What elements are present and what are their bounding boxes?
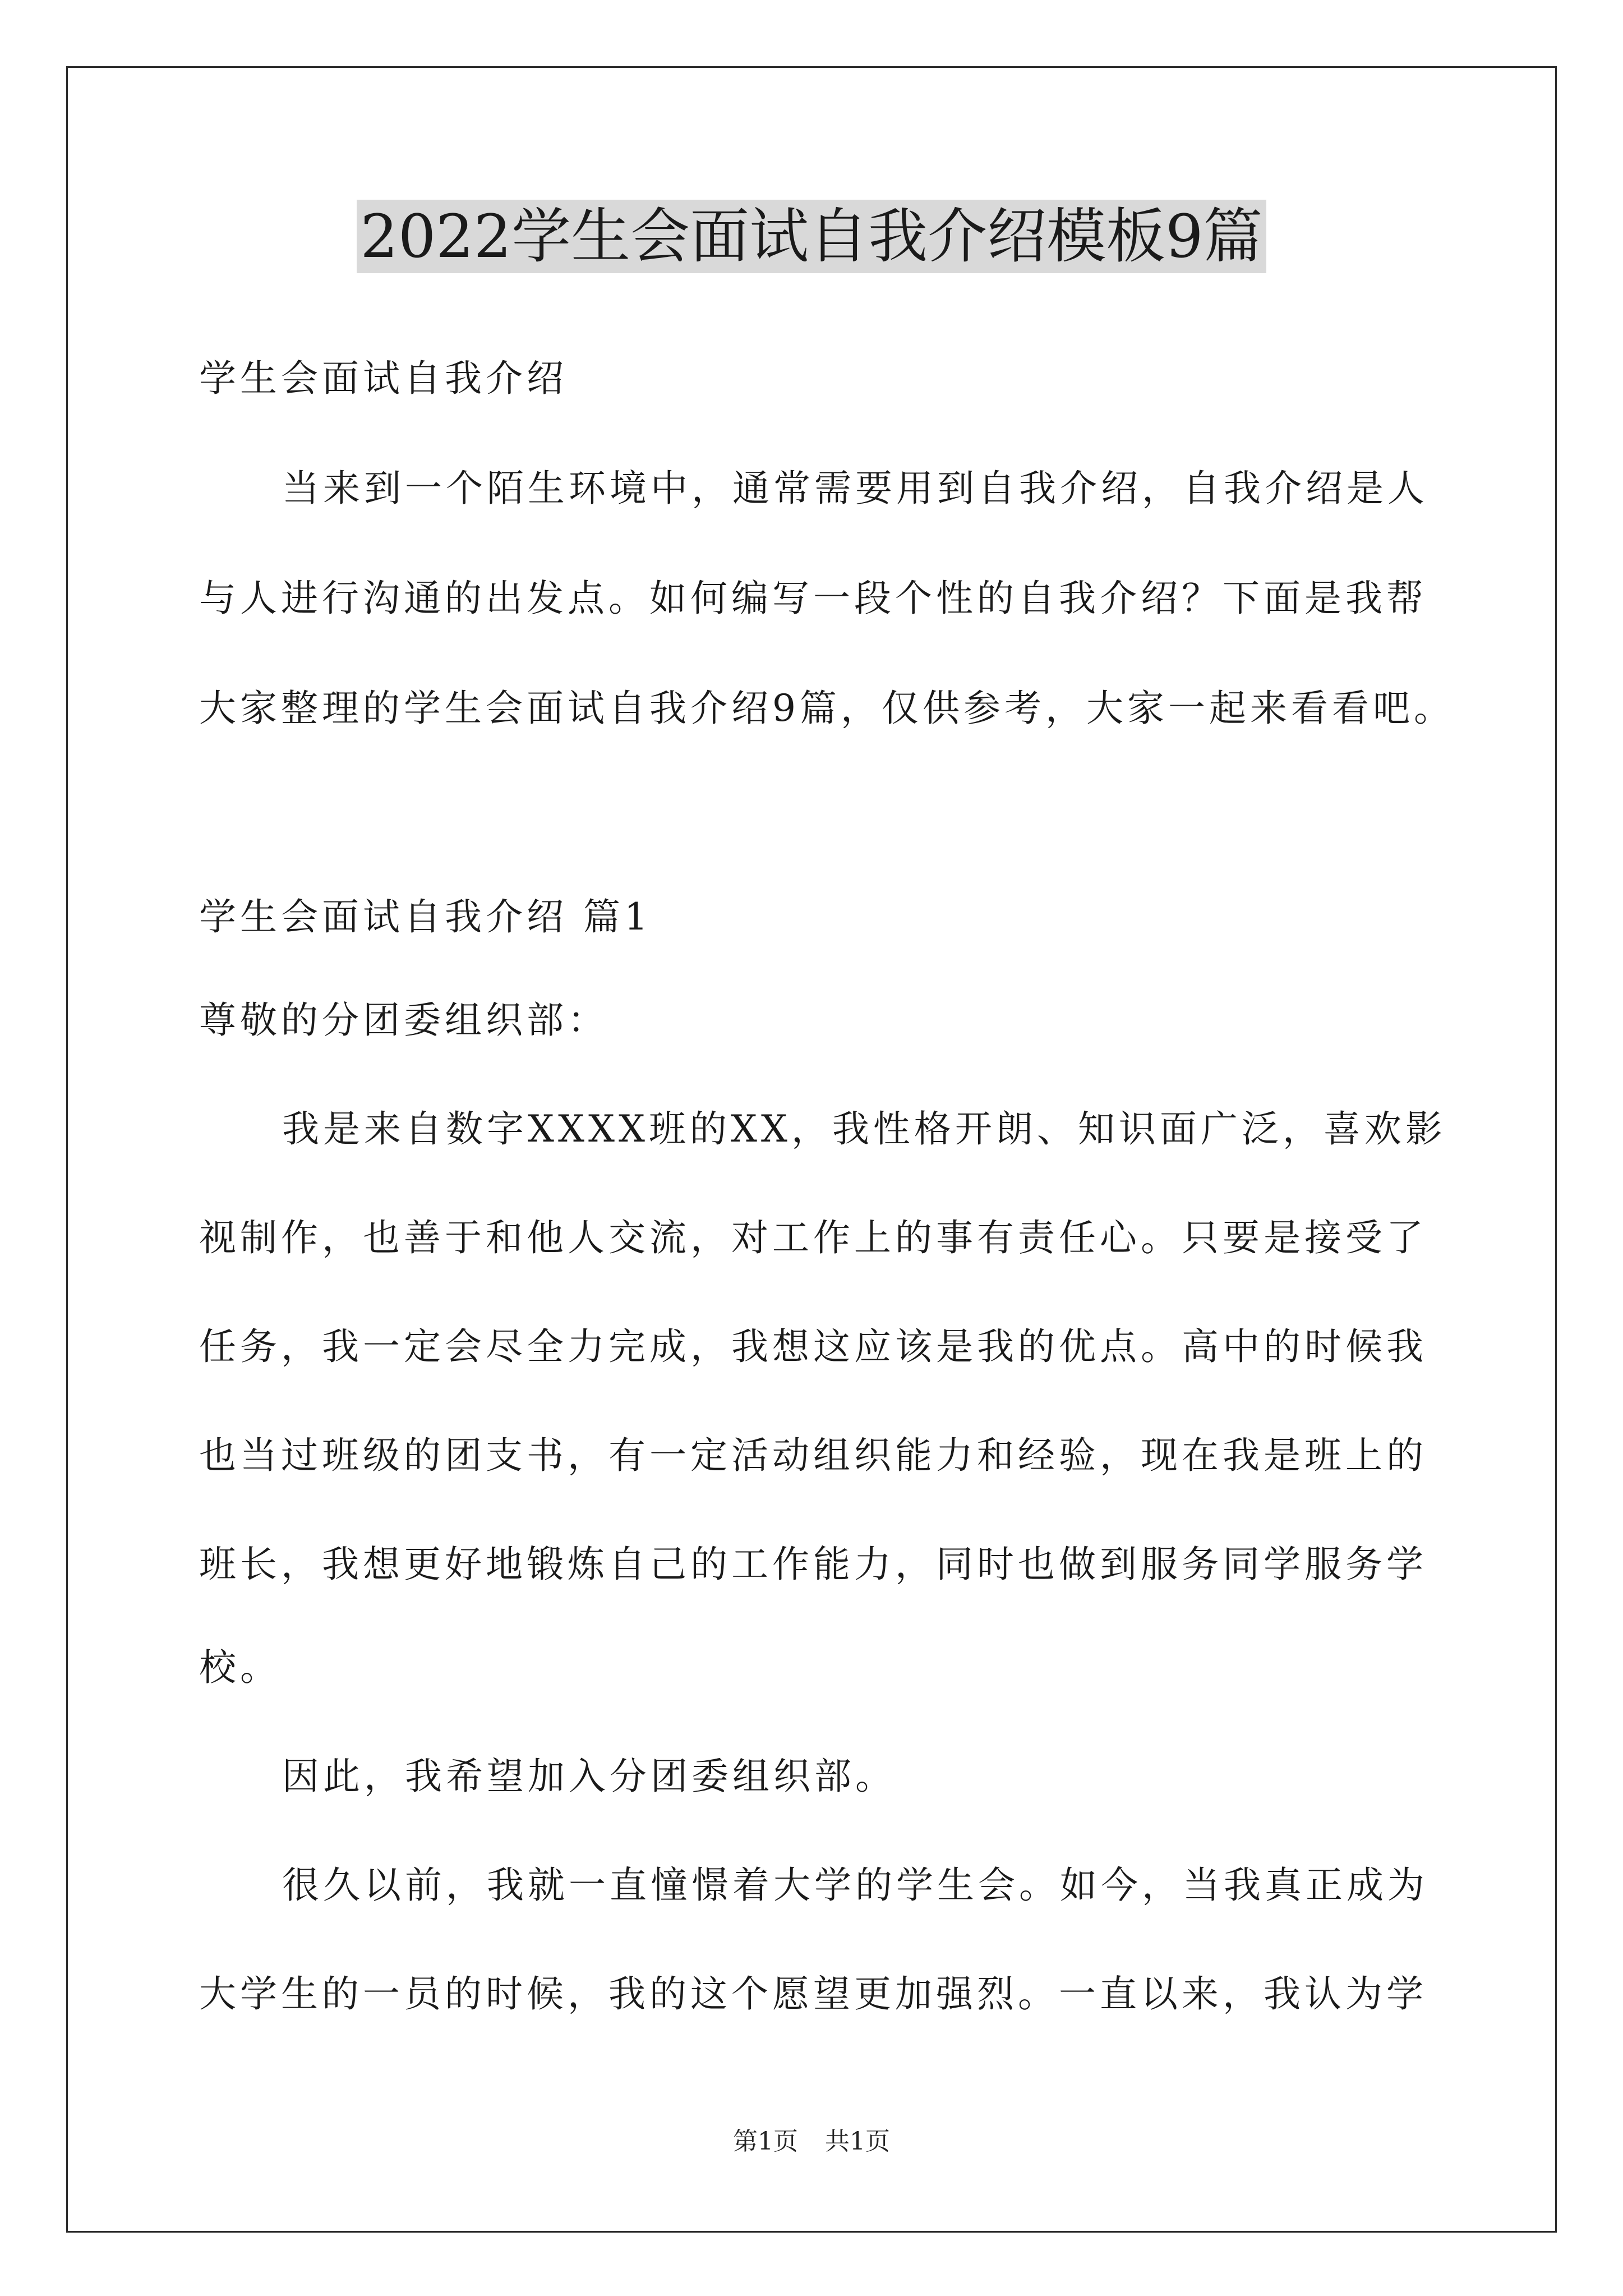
section-heading: 学生会面试自我介绍 xyxy=(199,357,568,400)
paragraph-line: 班长，我想更好地锻炼自己的工作能力，同时也做到服务同学服务学 xyxy=(199,1543,1427,1586)
paragraph-line: 与人进行沟通的出发点。如何编写一段个性的自我介绍？下面是我帮 xyxy=(199,577,1427,620)
paragraph-line: 任务，我一定会尽全力完成，我想这应该是我的优点。高中的时候我 xyxy=(199,1325,1427,1368)
paragraph-line: 当来到一个陌生环境中，通常需要用到自我介绍，自我介绍是人 xyxy=(282,467,1428,510)
document-title xyxy=(0,197,1623,276)
document-title-text: 2022学生会面试自我介绍模板9篇 xyxy=(357,200,1266,273)
paragraph-line: 很久以前，我就一直憧憬着大学的学生会。如今，当我真正成为 xyxy=(282,1864,1428,1907)
paragraph-line: 也当过班级的团支书，有一定活动组织能力和经验，现在我是班上的 xyxy=(199,1434,1427,1477)
paragraph-line: 校。 xyxy=(199,1646,281,1689)
paragraph-line: 视制作，也善于和他人交流，对工作上的事有责任心。只要是接受了 xyxy=(199,1216,1427,1259)
page-footer xyxy=(0,2125,1623,2159)
page-total: 共1页 xyxy=(825,2127,890,2156)
paragraph-line: 因此，我希望加入分团委组织部。 xyxy=(282,1755,896,1798)
paragraph-line: 我是来自数字XXXX班的XX，我性格开朗、知识面广泛，喜欢影 xyxy=(282,1107,1446,1151)
paragraph-line: 大学生的一员的时候，我的这个愿望更加强烈。一直以来，我认为学 xyxy=(199,1972,1427,2016)
section-heading: 学生会面试自我介绍 篇1 xyxy=(199,895,652,938)
paragraph-line: 大家整理的学生会面试自我介绍9篇，仅供参考，大家一起来看看吧。 xyxy=(199,687,1455,730)
page-number: 第1页 xyxy=(733,2127,798,2156)
salutation: 尊敬的分团委组织部： xyxy=(199,999,608,1042)
